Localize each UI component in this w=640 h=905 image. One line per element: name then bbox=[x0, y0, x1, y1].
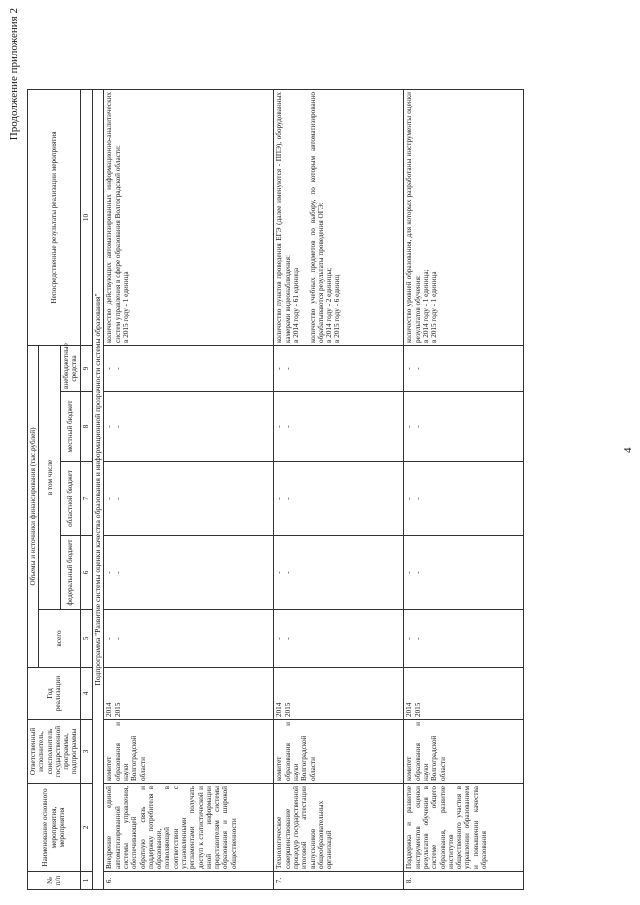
header-volumes: Объемы и источники финансирования (тыс.рублей) bbox=[28, 345, 39, 667]
row-years: 2014 2015 bbox=[274, 668, 404, 720]
row-executor: комитет образования и науки Волгоградской области bbox=[404, 720, 524, 784]
header-executor: Ответственный исполнитель, соисполнитель государственной программы, подпрограммы bbox=[28, 720, 81, 784]
row-extra: - - bbox=[274, 345, 404, 391]
header-name: Наименование основного мероприятия, мероприятия bbox=[28, 784, 81, 872]
header-including: в том числе bbox=[39, 345, 61, 609]
row-total: - - bbox=[274, 610, 404, 668]
header-extra: внебюджетные средства bbox=[61, 345, 81, 391]
row-local: - - bbox=[404, 392, 524, 462]
row-total: - - bbox=[104, 610, 274, 668]
col-number: 9 bbox=[80, 345, 92, 391]
row-federal: - - bbox=[274, 536, 404, 610]
header-num: № п/п bbox=[28, 872, 81, 890]
table-row bbox=[404, 89, 524, 889]
subprogram-row bbox=[92, 89, 104, 889]
header-results: Непосредственные результаты реализации мероприятия bbox=[28, 89, 81, 345]
header-regional: областной бюджет bbox=[61, 462, 81, 536]
col-number: 2 bbox=[80, 784, 92, 872]
row-regional: - - bbox=[404, 462, 524, 536]
appendix-title: Продолжение приложения 2 bbox=[8, 8, 20, 141]
row-result: количество пунктов проведения ЕГЭ (далее именуются - ППЭ), оборудованных камерами видеонаблюдения: в 2014 году - 61 единица количество учебных предметов по выбору, по которым автоматизированно обрабатываются результаты проведения ОГЭ: в 2014 году - 2 единицы; в 2015 году - 6 единиц bbox=[274, 89, 404, 345]
col-number: 5 bbox=[80, 610, 92, 668]
table-row bbox=[274, 89, 404, 889]
row-extra: - - bbox=[404, 345, 524, 391]
financing-table bbox=[27, 89, 524, 890]
row-local: - - bbox=[104, 392, 274, 462]
col-number: 6 bbox=[80, 536, 92, 610]
row-name: Поддержка и развитие инструментов оценки результатов обучения в системе общего образования, развитие институтов общественного участия в управлении образованием и повышении качества образования bbox=[404, 784, 524, 872]
row-years: 2014 2015 bbox=[104, 668, 274, 720]
col-number: 1 bbox=[80, 872, 92, 890]
col-number: 8 bbox=[80, 392, 92, 462]
header-year: Год реализации bbox=[28, 668, 81, 720]
row-federal: - - bbox=[404, 536, 524, 610]
col-number: 4 bbox=[80, 668, 92, 720]
header-local: местный бюджет bbox=[61, 392, 81, 462]
row-extra: - - bbox=[104, 345, 274, 391]
subprogram-title: Подпрограмма "Развитие системы оценки качества образования и информационной прозрачности системы образования" bbox=[92, 89, 104, 889]
row-executor: комитет образования и науки Волгоградской области bbox=[104, 720, 274, 784]
row-num: 7. bbox=[274, 872, 404, 890]
row-federal: - - bbox=[104, 536, 274, 610]
column-numbers-row bbox=[80, 89, 92, 889]
row-num: 8. bbox=[404, 872, 524, 890]
page-number: 4 bbox=[622, 447, 634, 453]
row-regional: - - bbox=[274, 462, 404, 536]
row-years: 2014 2015 bbox=[404, 668, 524, 720]
row-num: 6. bbox=[104, 872, 274, 890]
row-result: количество уровней образования, для которых разработаны инструменты оценки результатов обучения: в 2014 году - 1 единица; в 2015 году - 1 единица bbox=[404, 89, 524, 345]
row-executor: комитет образования и науки Волгоградской области bbox=[274, 720, 404, 784]
row-regional: - - bbox=[104, 462, 274, 536]
row-name: Внедрение единой автоматизированной системы управления, обеспечивающей обратную связь и поддержку потребителя в образовании, позволяющей в соответствии с установленными регламентами получать доступ к статистической и иной информации представителям системы образования и широкой общественности bbox=[104, 784, 274, 872]
row-result: количество действующих автоматизированных информационно-аналитических систем управления в сфере образования Волгоградской области: в 2015 году - 1 единица bbox=[104, 89, 274, 345]
col-number: 10 bbox=[80, 89, 92, 345]
col-number: 7 bbox=[80, 462, 92, 536]
table-row bbox=[104, 89, 274, 889]
row-local: - - bbox=[274, 392, 404, 462]
header-federal: федеральный бюджет bbox=[61, 536, 81, 610]
col-number: 3 bbox=[80, 720, 92, 784]
header-total: всего bbox=[39, 610, 80, 668]
row-name: Технологическое совершенствование процедур государственной итоговой аттестации выпускников общеобразовательных организаций bbox=[274, 784, 404, 872]
row-total: - - bbox=[404, 610, 524, 668]
